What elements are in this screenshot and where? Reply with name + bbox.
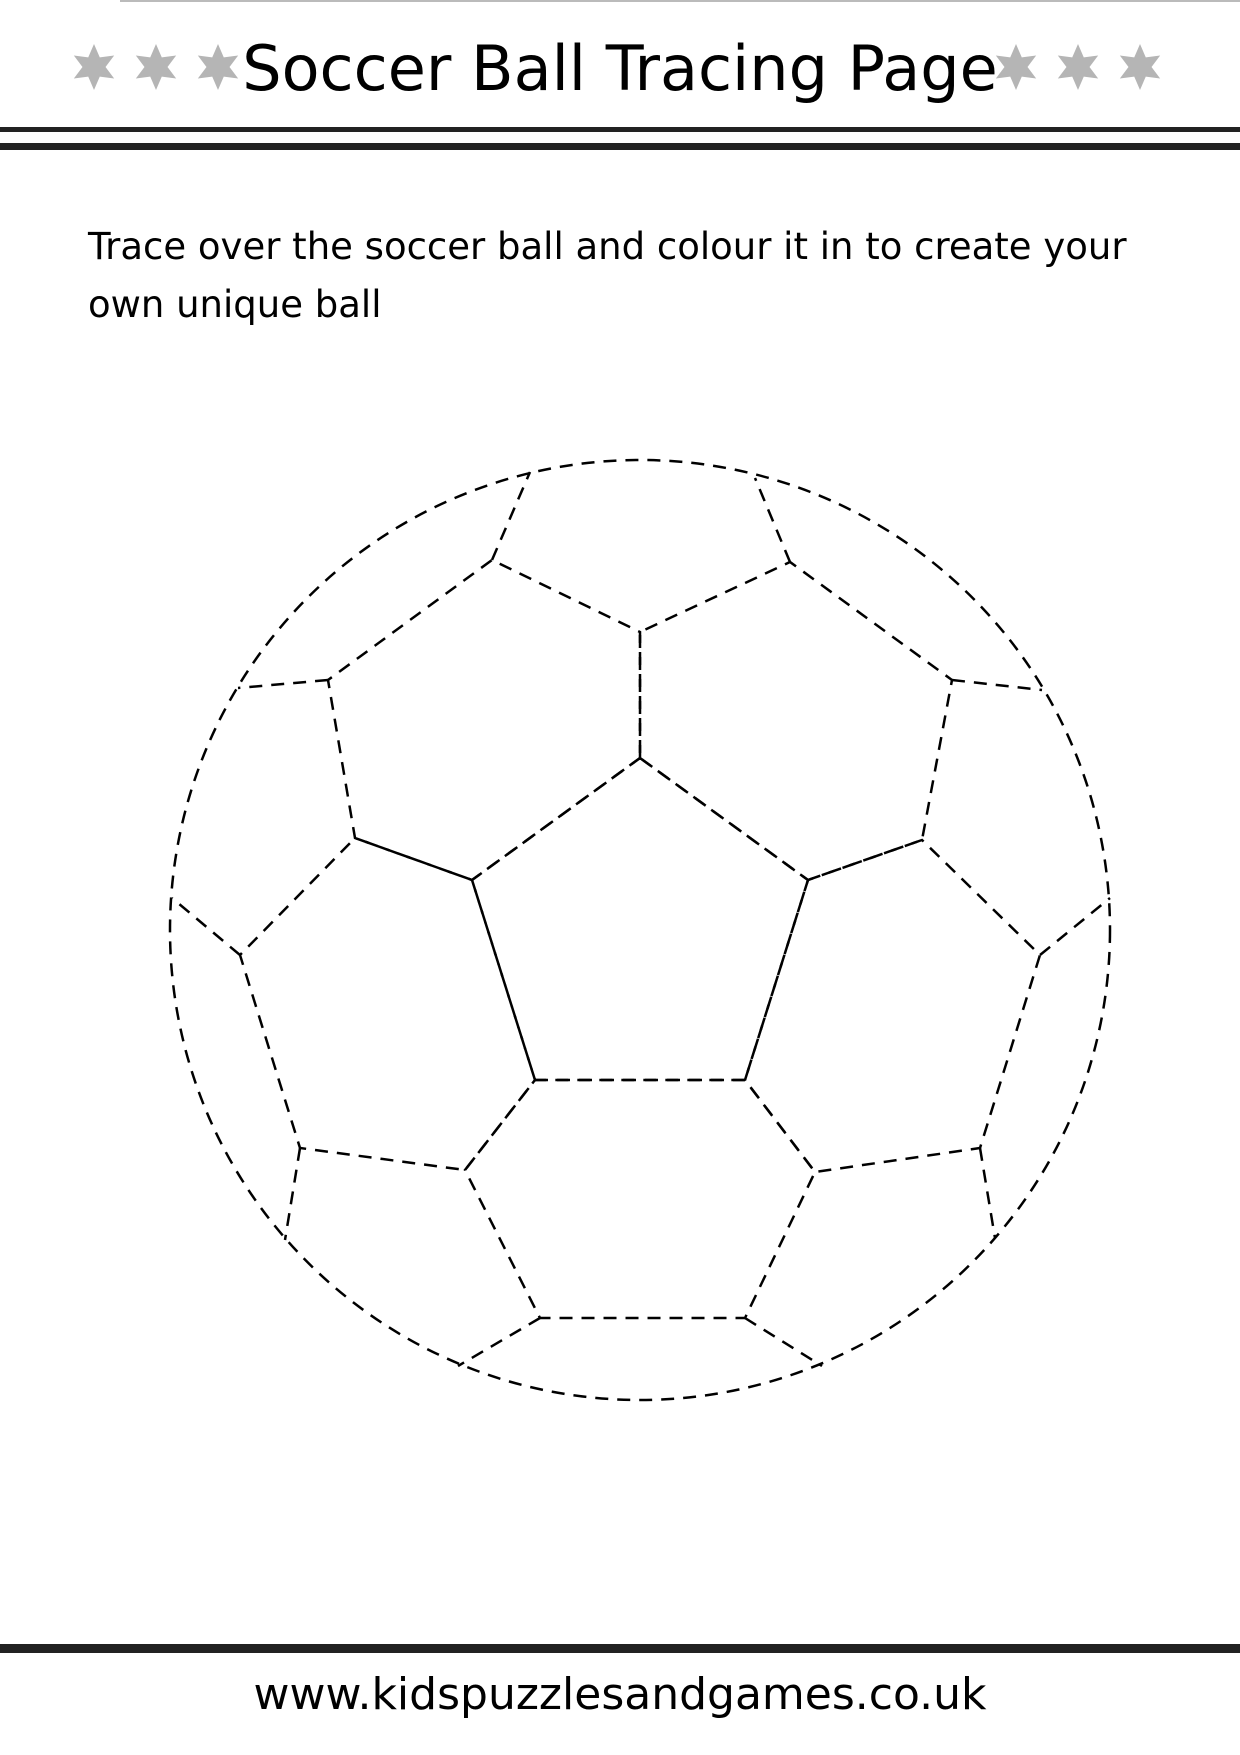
header-divider-thin — [0, 127, 1240, 132]
right-star-group — [992, 42, 1164, 92]
star-icon — [194, 42, 242, 92]
star-icon — [1054, 42, 1102, 92]
upper-right-hexagon — [640, 562, 952, 880]
footer-website: www.kidspuzzlesandgames.co.uk — [253, 1669, 987, 1720]
soccer-ball-icon — [160, 455, 1120, 1415]
bottom-hexagon — [465, 1080, 815, 1318]
header-divider-thick — [0, 143, 1240, 150]
center-pentagon — [472, 758, 808, 1080]
footer-divider — [0, 1644, 1240, 1653]
upper-left-hexagon — [328, 560, 640, 880]
left-hexagon — [240, 838, 535, 1170]
soccer-ball-illustration — [160, 455, 1120, 1415]
star-icon — [1116, 42, 1164, 92]
star-icon — [70, 42, 118, 92]
page-header — [0, 0, 1240, 130]
page-title: Soccer Ball Tracing Page — [242, 32, 998, 105]
ball-outline — [170, 460, 1110, 1400]
left-star-group — [70, 42, 242, 92]
right-hexagon — [745, 840, 1040, 1172]
star-icon — [132, 42, 180, 92]
star-icon — [992, 42, 1040, 92]
instructions-text: Trace over the soccer ball and colour it in to create your own unique ball — [88, 225, 1127, 326]
